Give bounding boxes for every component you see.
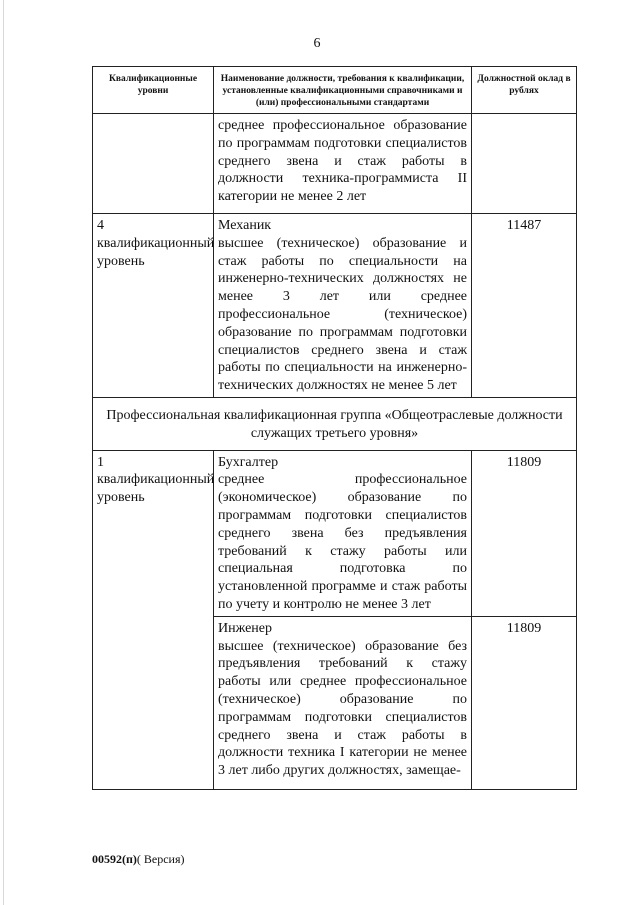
group-title-row <box>93 397 577 450</box>
group-title: Профессиональная квалификационная группа «Общеотраслевые должности служащих третьего уровня» <box>93 397 577 450</box>
row-requirements <box>214 616 472 789</box>
row-requirements <box>214 450 472 616</box>
row-salary: 11809 <box>472 616 577 789</box>
row-salary: 11809 <box>472 450 577 616</box>
footer-code: 00592(п) <box>92 852 137 866</box>
row-salary: 11487 <box>472 214 577 398</box>
table-row <box>93 450 577 616</box>
row-level: 1 квалификационный уровень <box>93 450 214 789</box>
header-position-requirements: Наименование должности, требования к квалификации, установленные квалификационными справочниками и (или) профессиональными стандартами <box>214 67 472 114</box>
position-title: Инженер <box>218 620 273 636</box>
header-salary: Должностной оклад в рублях <box>472 67 577 114</box>
footer-label: ( Версия) <box>136 852 185 866</box>
requirements-text: высшее (техническое) образование без предъявления требований к стажу работы или среднее профессиональное (техническое) образование по программам подготовки специалистов среднего звена и стаж работы в должности техника I категории не менее 3 лет либо других должностях, замещае- <box>218 638 467 779</box>
row-salary <box>472 114 577 214</box>
requirements-text: высшее (техническое) образование и стаж работы по специальности на инженерно-технических должностях не менее 3 лет или среднее профессиональное (техническое) образование по программам подготовки специалистов среднего звена и стаж работы по специальности на инженерно-технических должностях не менее 5 лет <box>218 235 467 394</box>
row-level <box>93 114 214 214</box>
requirements-text: среднее профессиональное образование по программам подготовки специалистов среднего звена и стаж работы в должности техника-программиста II категории не менее 2 лет <box>218 118 467 205</box>
row-level: 4 квалификационный уровень <box>93 214 214 398</box>
document-footer <box>92 852 185 867</box>
qualification-table <box>92 66 577 790</box>
scan-margin-line <box>3 0 4 905</box>
table-row <box>93 114 577 214</box>
page-number: 6 <box>313 36 321 51</box>
row-requirements <box>214 214 472 398</box>
table-row <box>93 214 577 398</box>
header-levels: Квалификационные уровни <box>93 67 214 114</box>
position-title: Бухгалтер <box>218 454 279 470</box>
position-title: Механик <box>218 218 272 233</box>
table-header-row <box>93 67 577 114</box>
row-requirements <box>214 114 472 214</box>
requirements-text: среднее профессиональное (экономическое) образование по программам подготовки специалистов среднего звена без предъявления требований к стажу работы или специальная подготовка по установленной программе и стаж работы по учету и контролю не менее 3 лет <box>218 472 467 612</box>
